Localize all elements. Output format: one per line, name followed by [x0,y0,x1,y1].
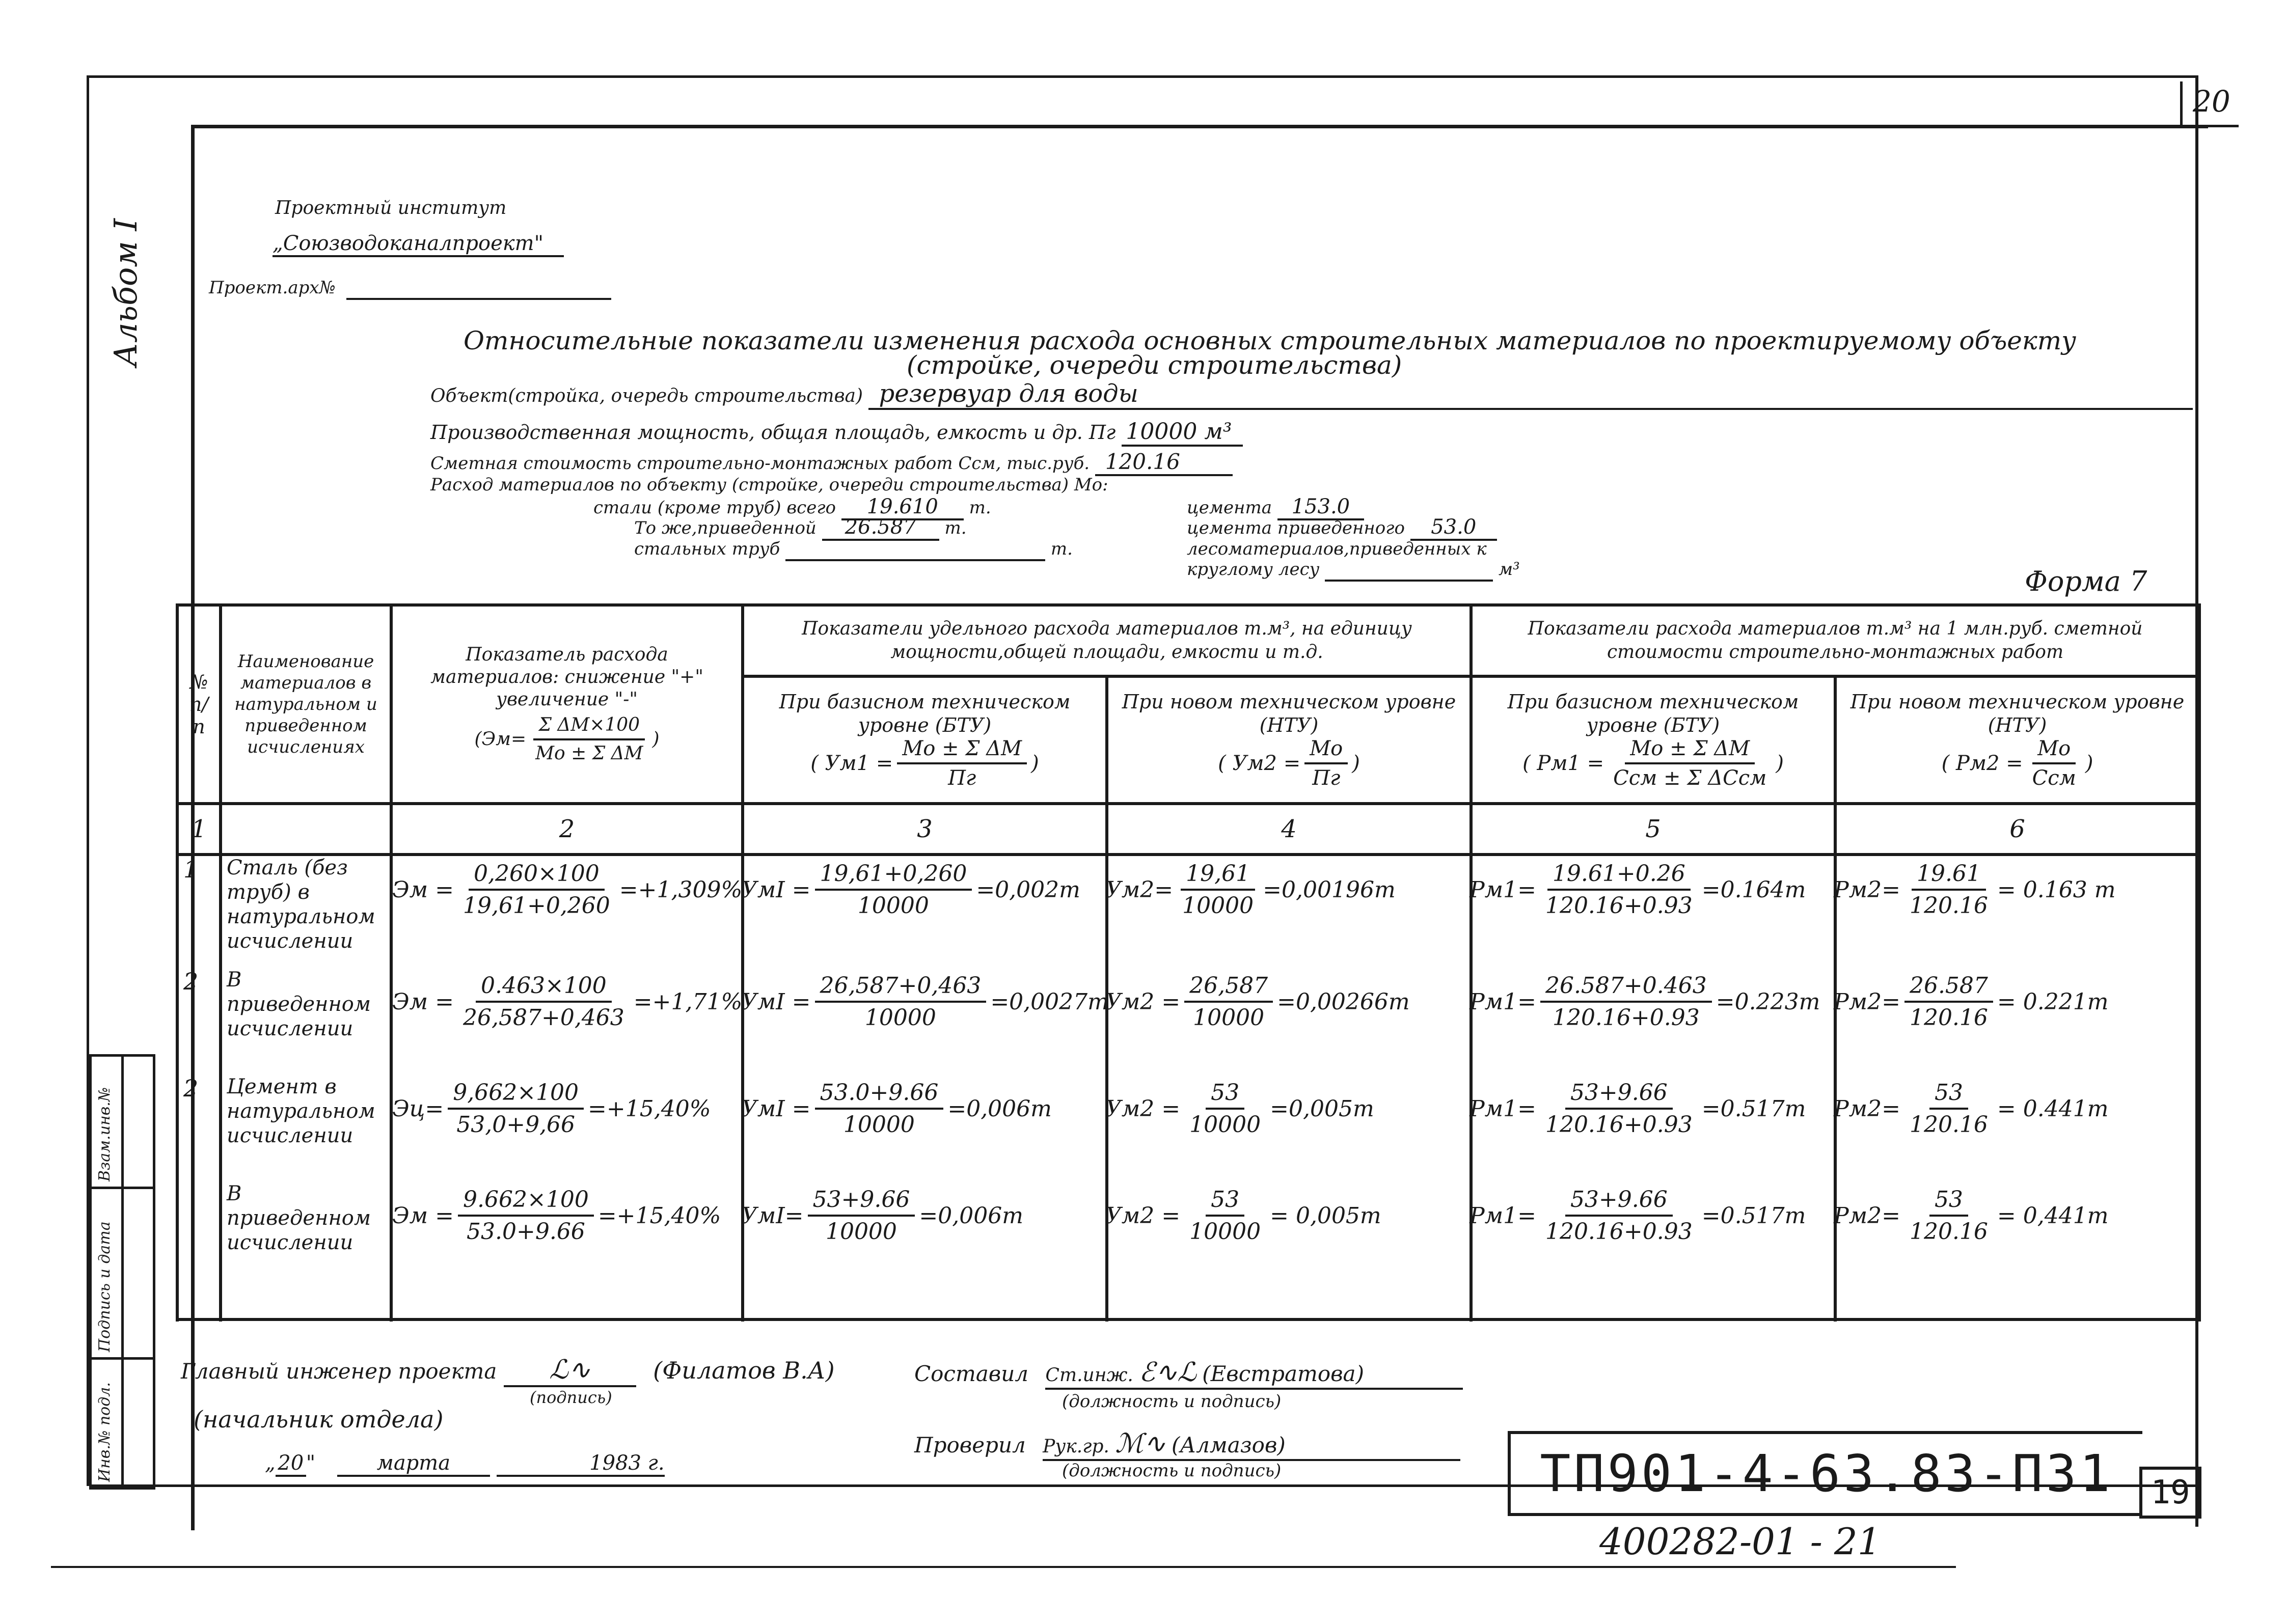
formula-lhs: УмI = [741,876,811,903]
formula-lhs: Рм2= [1834,1202,1900,1229]
row-formula-c2 [392,861,744,919]
formula-denominator: 120.16 [1909,1219,1988,1245]
steel-pipes-label: стальных труб [634,539,780,559]
formula-denominator: 10000 [864,1005,936,1031]
header-group-specific: Показатели удельного расхода материалов т.м³, на единицу мощности,общей площади, емкости и т.д. [743,605,1471,676]
formula-denominator: 10000 [843,1112,915,1138]
wood-label2: круглому лесу [1187,559,1320,580]
formula-denominator: 120.16+0.93 [1552,1005,1700,1031]
compiled-row [914,1357,1463,1390]
side-stamp-divider [92,1187,153,1189]
formula-fraction [1184,1187,1266,1245]
steel-total-label: стали (кроме труб) всего [593,498,836,518]
formula-numerator: 0.463×100 [476,973,612,1003]
formula-result: = 0.163 т [1997,876,2116,903]
row-formula-c2 [392,1080,744,1138]
col5-formula-frac [1608,737,1772,790]
formula-denominator: 120.16 [1909,893,1988,919]
bottom-rule [51,1566,1956,1568]
formula-lhs: Рм2= [1834,1095,1900,1122]
formula-numerator: 53 [1206,1080,1244,1110]
col-number: 6 [1835,804,2199,855]
formula-result: =0,0027т [990,988,1109,1015]
row-formula-c4 [1105,861,1457,919]
formula-fraction [1184,1080,1266,1138]
formula-lhs: Ум2 = [1105,1095,1181,1122]
formula-result: =0,006т [919,1202,1023,1229]
formula-result: =0,002т [976,876,1080,903]
formula-numerator: 19.61 [1912,861,1986,891]
institute-name-text: „Союзводоканалпроект" [273,232,564,257]
cost-row [430,449,1233,476]
formula-lhs: Рм1= [1469,1202,1536,1229]
formula-fraction [1904,861,1993,919]
formula-lhs: Ум2 = [1105,1202,1181,1229]
row-formula-c6 [1834,1187,2185,1245]
formula-result: =0.223т [1716,988,1820,1015]
formula-lhs: УмI= [741,1202,804,1229]
header-col6 [1835,676,2199,804]
header-col-n: № п/п [177,605,221,804]
formula-result: =+1,71% [633,988,743,1015]
compiled-label: Составил [914,1361,1029,1386]
wood-label: лесоматериалов,приведенных к [1187,539,1487,559]
side-stamp-inv: Инв.№ подл. [96,1382,114,1482]
col-number: 1 [177,804,221,855]
row-formula-c6 [1834,973,2185,1031]
formula-fraction [1904,1080,1993,1138]
header-col4-formula [1114,737,1463,790]
date-day: 20 [276,1451,306,1477]
date-month: марта [337,1451,490,1477]
formula-lhs: Эм = [392,988,454,1015]
formula-lhs: Эц= [392,1095,444,1122]
formula-denominator: 120.16+0.93 [1545,1112,1693,1138]
col6-formula-num: Мо [2032,737,2076,764]
wood-field [1325,559,1493,582]
side-stamp-replace: Взам.инв.№ [96,1087,114,1181]
col-number: 5 [1471,804,1835,855]
header-col5-text: При базисном техническом уровне (БТУ) [1507,691,1799,736]
cement-reduced-row [1187,515,1497,541]
formula-numerator: 26.587+0.463 [1540,973,1712,1003]
side-stamp-divider [92,1357,153,1360]
col5-formula-num: Мо ± Σ ΔМ [1625,737,1755,764]
formula-result: =0.517т [1701,1202,1806,1229]
formula-fraction [448,1080,584,1138]
col3-formula-den: Пг [948,766,976,790]
formula-result: =0.517т [1701,1095,1806,1122]
indicator-formula-lhs: (Эм= [474,729,527,750]
steel-reduced-unit: т. [944,518,967,538]
formula-result: = 0.221т [1997,988,2109,1015]
formula-denominator: 10000 [1189,1112,1261,1138]
col-number: 3 [743,804,1107,855]
side-stamp-sign: Подпись и дата [96,1221,114,1352]
formula-denominator: 10000 [857,893,929,919]
formula-denominator: 53,0+9,66 [456,1112,576,1138]
page-number: 19 [2151,1474,2190,1511]
header-col-indicator-formula [399,714,735,765]
steel-pipes-row [634,539,1073,561]
formula-lhs: Ум2 = [1105,988,1181,1015]
row-formula-c4 [1105,1080,1457,1138]
compiled-field [1045,1357,1463,1390]
formula-denominator: 26,587+0,463 [463,1005,624,1031]
compiled-role: Ст.инж. [1045,1365,1133,1386]
header-col-indicator-text: Показатель расхода материалов: снижение "+" увеличение "-" [430,644,703,710]
formula-fraction [1540,1080,1698,1138]
row-formula-c6 [1834,861,2185,919]
capacity-row [430,419,1243,447]
bottom-code: 400282-01 - 21 [1599,1520,1881,1563]
header-col3 [743,676,1107,804]
capacity-value: 10000 м³ [1122,419,1243,447]
formula-fraction [815,861,972,919]
project-no [209,278,611,300]
indicator-formula-den: Мо ± Σ ΔМ [535,743,643,764]
formula-result: =+15,40% [597,1202,721,1229]
row-material-name: В приведенном исчислении [227,968,371,1040]
header-col-indicator [391,605,743,804]
side-stamp-divider [121,1057,124,1487]
header-col3-formula [750,737,1099,790]
formula-denominator: 10000 [1182,893,1254,919]
formula-fraction [1540,973,1712,1031]
wood-row2 [1187,559,1520,582]
header-col4-text: При новом техническом уровне (НТУ) [1122,691,1456,736]
steel-total-unit: т. [969,498,991,518]
row-number: 2 [183,968,199,995]
formula-numerator: 53.0+9.66 [815,1080,944,1110]
formula-fraction [458,861,615,919]
col4-formula-frac [1304,737,1348,790]
row-material-name: Сталь (без труб) в натуральном исчислении [227,856,375,953]
formula-numerator: 19,61+0,260 [815,861,972,891]
chief-row [181,1355,835,1387]
project-no-label: Проект.арх№ [209,278,336,298]
header-col5 [1471,676,1835,804]
page-number-box [2139,1467,2201,1519]
formula-denominator: 53.0+9.66 [467,1219,585,1245]
steel-total-value: 19.610 [841,495,964,520]
formula-lhs: УмI = [741,988,811,1015]
checked-name: (Алмазов) [1171,1433,1286,1457]
formula-fraction [815,1080,944,1138]
formula-result: =0,006т [947,1095,1052,1122]
col3-formula-frac [897,737,1027,790]
checked-caption: (должность и подпись) [1062,1461,1282,1481]
row-formula-c3 [741,1187,1093,1245]
indicator-formula-frac [530,714,648,765]
col3-formula-lhs: ( Ум1 = [810,752,893,775]
steel-pipes-unit: т. [1050,539,1073,559]
row-number: 1 [183,856,199,883]
row-formula-c3 [741,973,1109,1031]
formula-lhs: Рм2= [1834,876,1900,903]
date-quote-open: „ [265,1451,276,1475]
formula-result: = 0,441т [1997,1202,2109,1229]
chief-label: Главный инженер проекта [181,1359,497,1384]
cement-reduced-label: цемента приведенного [1187,518,1405,538]
capacity-label: Производственная мощность, общая площадь, емкость и др. Пг [430,421,1116,444]
checked-row [914,1428,1460,1461]
institute-name [273,232,564,257]
col5-formula-close: ) [1776,752,1784,775]
date-row [265,1451,665,1477]
col3-formula-close: ) [1031,752,1039,775]
row-formula-c6 [1834,1080,2185,1138]
row-formula-c5 [1469,973,1821,1031]
object-label: Объект(стройка, очередь строительства) [430,386,863,406]
formula-numerator: 53 [1929,1080,1968,1110]
col5-formula-lhs: ( Рм1 = [1522,752,1604,775]
wood-row [1187,539,1487,559]
formula-numerator: 19.61+0.26 [1547,861,1691,891]
formula-numerator: 53+9.66 [1565,1187,1673,1217]
formula-lhs: УмI = [741,1095,811,1122]
header-col6-text: При новом техническом уровне (НТУ) [1850,691,2185,736]
formula-fraction [1904,973,1993,1031]
indicator-formula-num: Σ ΔМ×100 [533,714,645,740]
row-formula-c4 [1105,973,1457,1031]
cement-label: цемента [1187,498,1272,518]
row-formula-c2 [392,1187,744,1245]
formula-fraction [1540,861,1698,919]
formula-denominator: 120.16+0.93 [1545,893,1693,919]
date-year: 1983 г. [497,1451,665,1477]
col6-formula-frac [2027,737,2081,790]
row-material-name: Цемент в натуральном исчислении [227,1075,375,1147]
title-line2: (стройке, очереди строительства) [907,350,1402,380]
project-no-field [346,278,611,300]
col6-formula-lhs: ( Рм2 = [1941,752,2023,775]
header-col-name: Наименование материалов в натуральном и приведенном исчислениях [221,605,391,804]
row-formula-c4 [1105,1187,1457,1245]
compiled-signature: ℰ∿ℒ [1139,1357,1196,1388]
chief-sign-caption: (подпись) [530,1388,612,1407]
formula-numerator: 53+9.66 [808,1187,915,1217]
side-stamp [89,1054,155,1490]
dept-label: (начальник отдела) [194,1406,444,1433]
steel-reduced-value: 26.587 [822,515,939,541]
form-label: Форма 7 [2025,565,2147,597]
side-label: Альбом I [107,218,144,367]
formula-lhs: Рм1= [1469,1095,1536,1122]
formula-fraction [458,1187,594,1245]
formula-numerator: 53+9.66 [1565,1080,1673,1110]
cost-value: 120.16 [1095,449,1233,476]
formula-result: = 0,005т [1270,1202,1381,1229]
formula-result: =0.164т [1701,876,1806,903]
sheet-number-box [2180,81,2239,127]
institute-label: Проектный институт [275,198,507,218]
formula-numerator: 0,260×100 [469,861,605,891]
formula-result: =+1,309% [619,876,743,903]
formula-numerator: 53 [1929,1187,1968,1217]
row-number: 2 [183,1075,199,1102]
col-number: 4 [1107,804,1471,855]
row-formula-c5 [1469,861,1821,919]
steel-reduced-label: То же,приведенной [634,518,817,538]
formula-numerator: 9,662×100 [448,1080,584,1110]
formula-fraction [458,973,630,1031]
formula-denominator: 120.16 [1909,1005,1988,1031]
row-formula-c5 [1469,1187,1821,1245]
cement-reduced-value: 53.0 [1410,515,1497,541]
checked-signature: ℳ∿ [1115,1428,1166,1459]
col4-formula-num: Мо [1304,737,1348,764]
steel-pipes-field [785,539,1045,561]
row-formula-c3 [741,861,1093,919]
col4-formula-close: ) [1352,752,1360,775]
table-bottom-line [176,1318,2198,1321]
formula-denominator: 120.16 [1909,1112,1988,1138]
row-formula-c3 [741,1080,1093,1138]
col4-formula-lhs: ( Ум2 = [1218,752,1301,775]
formula-result: = 0.441т [1997,1095,2109,1122]
checked-role: Рук.гр. [1043,1436,1109,1457]
col4-formula-den: Пг [1312,766,1341,790]
formula-numerator: 26,587+0,463 [815,973,987,1003]
formula-lhs: Эм = [392,1202,454,1229]
col-number: 2 [391,804,743,855]
title-line1: Относительные показатели изменения расхода основных строительных материалов по проектируемому объекту [464,326,2077,355]
col6-formula-close: ) [2085,752,2093,775]
col6-formula-den: Ссм [2032,766,2076,790]
formula-result: =+15,40% [588,1095,711,1122]
header-col4 [1107,676,1471,804]
formula-lhs: Ум2= [1105,876,1174,903]
cost-label: Сметная стоимость строительно-монтажных работ Сcм, тыс.руб. [430,453,1090,474]
row-formula-c5 [1469,1080,1821,1138]
formula-fraction [815,973,987,1031]
col3-formula-num: Мо ± Σ ΔМ [897,737,1027,764]
wood-unit: м³ [1498,559,1520,580]
header-col5-formula [1479,737,1828,790]
formula-denominator: 10000 [1193,1005,1265,1031]
compiled-name: (Евстратова) [1202,1361,1364,1386]
header-col3-text: При базисном техническом уровне (БТУ) [779,691,1071,736]
formula-lhs: Рм1= [1469,988,1536,1015]
formula-numerator: 26,587 [1184,973,1273,1003]
header-group-cost: Показатели расхода материалов т.м³ на 1 млн.руб. сметной стоимости строительно-монтажных работ [1471,605,2199,676]
chief-signature: ℒ∿ [504,1355,636,1387]
formula-lhs: Рм2= [1834,988,1900,1015]
row-formula-c2 [392,973,744,1031]
doc-code: ТП901-4-63.83-П31 [1508,1431,2142,1516]
col-number [221,804,391,855]
formula-numerator: 9.662×100 [458,1187,594,1217]
frame-top [87,75,2195,78]
formula-numerator: 26.587 [1904,973,1993,1003]
cement-value: 153.0 [1277,495,1364,520]
date-quote-close: " [306,1451,316,1475]
checked-label: Проверил [914,1433,1026,1457]
indicator-formula-close: ) [652,729,660,750]
sheet-number: 20 [2193,84,2230,119]
formula-denominator: 10000 [825,1219,897,1245]
formula-result: =0,005т [1270,1095,1374,1122]
formula-result: =0,00196т [1263,876,1396,903]
formula-numerator: 19,61 [1181,861,1255,891]
header-col6-formula [1843,737,2192,790]
formula-fraction [1184,973,1273,1031]
formula-result: =0,00266т [1277,988,1410,1015]
checked-field [1043,1428,1460,1461]
formula-fraction [1177,861,1259,919]
formula-denominator: 120.16+0.93 [1545,1219,1693,1245]
col5-formula-den: Ссм ± Σ ΔСсм [1613,766,1767,790]
formula-fraction [808,1187,915,1245]
chief-name: (Филатов В.А) [653,1357,835,1384]
object-value: резервуар для воды [868,379,2193,410]
formula-denominator: 19,61+0,260 [463,893,610,919]
formula-fraction [1540,1187,1698,1245]
formula-numerator: 53 [1206,1187,1244,1217]
object-row [430,379,2193,410]
formula-lhs: Рм1= [1469,876,1536,903]
consumption-label: Расход материалов по объекту (стройке, очереди строительства) Мо: [430,475,1108,495]
inner-frame-top [191,125,2208,128]
compiled-caption: (должность и подпись) [1062,1391,1282,1412]
formula-lhs: Эм = [392,876,454,903]
formula-fraction [1904,1187,1993,1245]
steel-reduced-row [634,515,967,541]
row-material-name: В приведенном исчислении [227,1182,371,1254]
formula-denominator: 10000 [1189,1219,1261,1245]
